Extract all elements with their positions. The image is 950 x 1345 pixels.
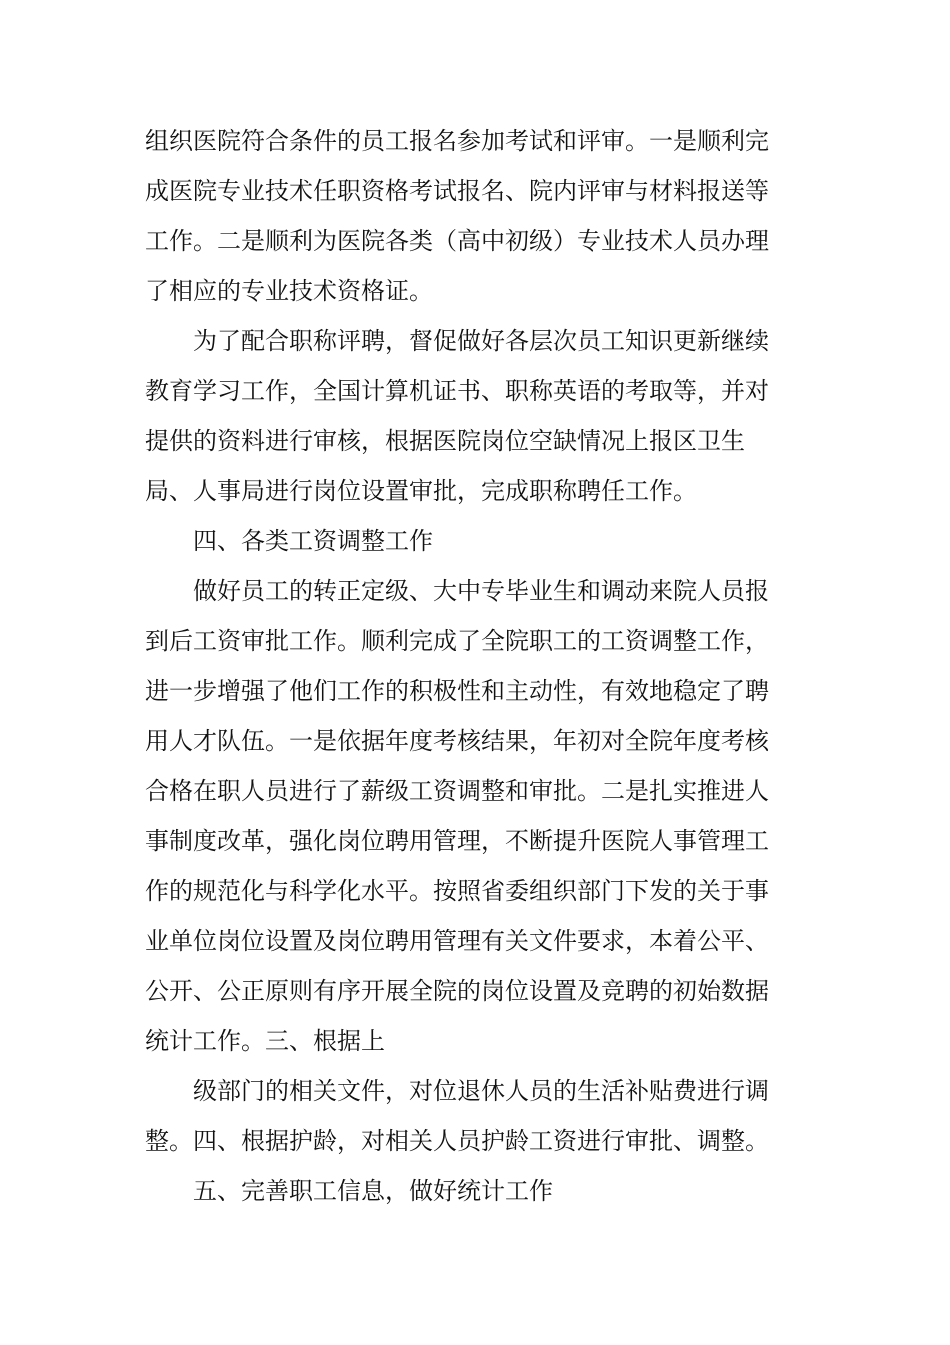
section-heading-4: 四、各类工资调整工作 bbox=[193, 527, 433, 555]
paragraph-3-line-5: 合格在职人员进行了薪级工资调整和审批。二是扎实推进人 bbox=[145, 777, 769, 805]
paragraph-2-line-4: 局、人事局进行岗位设置审批，完成职称聘任工作。 bbox=[145, 477, 697, 505]
paragraph-4-line-1: 级部门的相关文件，对位退休人员的生活补贴费进行调 bbox=[193, 1077, 769, 1105]
paragraph-3-line-9: 公开、公正原则有序开展全院的岗位设置及竞聘的初始数据 bbox=[145, 977, 769, 1005]
paragraph-3-line-1: 做好员工的转正定级、大中专毕业生和调动来院人员报 bbox=[193, 577, 769, 605]
paragraph-2-line-2: 教育学习工作，全国计算机证书、职称英语的考取等，并对 bbox=[145, 377, 769, 405]
paragraph-1-line-2: 成医院专业技术任职资格考试报名、院内评审与材料报送等 bbox=[145, 177, 769, 205]
section-heading-5: 五、完善职工信息，做好统计工作 bbox=[193, 1177, 553, 1205]
paragraph-3-line-10: 统计工作。三、根据上 bbox=[145, 1027, 385, 1055]
paragraph-1-line-4: 了相应的专业技术资格证。 bbox=[145, 277, 433, 305]
paragraph-1-line-1: 组织医院符合条件的员工报名参加考试和评审。一是顺利完 bbox=[145, 127, 769, 155]
paragraph-3-line-8: 业单位岗位设置及岗位聘用管理有关文件要求，本着公平、 bbox=[145, 927, 769, 955]
paragraph-3-line-4: 用人才队伍。一是依据年度考核结果，年初对全院年度考核 bbox=[145, 727, 769, 755]
paragraph-3-line-3: 进一步增强了他们工作的积极性和主动性，有效地稳定了聘 bbox=[145, 677, 769, 705]
paragraph-1-line-3: 工作。二是顺利为医院各类（高中初级）专业技术人员办理 bbox=[145, 227, 769, 255]
paragraph-2-line-1: 为了配合职称评聘，督促做好各层次员工知识更新继续 bbox=[193, 327, 769, 355]
paragraph-2-line-3: 提供的资料进行审核，根据医院岗位空缺情况上报区卫生 bbox=[145, 427, 745, 455]
paragraph-3-line-2: 到后工资审批工作。顺利完成了全院职工的工资调整工作， bbox=[145, 627, 769, 655]
paragraph-4-line-2: 整。四、根据护龄，对相关人员护龄工资进行审批、调整。 bbox=[145, 1127, 769, 1155]
paragraph-3-line-6: 事制度改革，强化岗位聘用管理，不断提升医院人事管理工 bbox=[145, 827, 769, 855]
paragraph-3-line-7: 作的规范化与科学化水平。按照省委组织部门下发的关于事 bbox=[145, 877, 769, 905]
